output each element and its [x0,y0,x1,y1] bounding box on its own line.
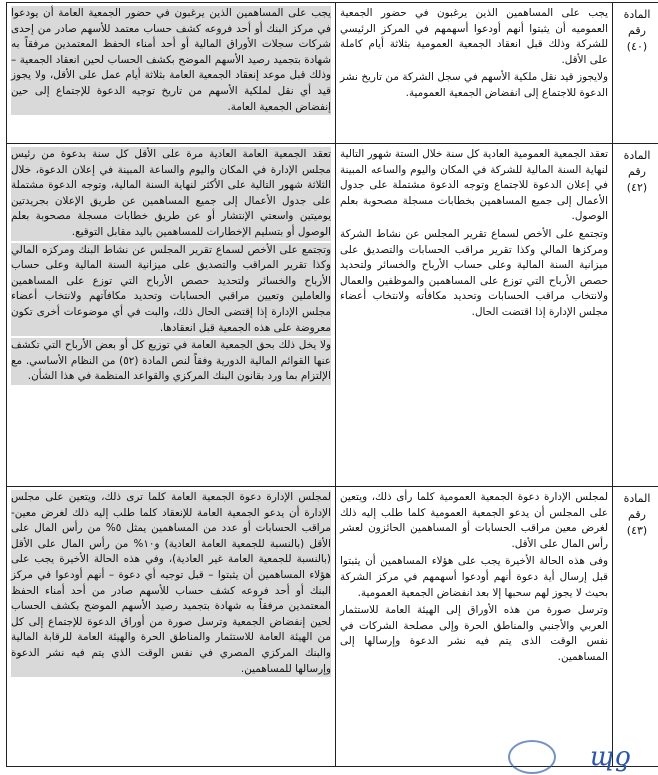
original-paragraph: يجب على المساهمين الذين يرغبون في حضور الجمعية العموميه أن يثبتوا أنهم أودعوا أسهمهم في المركز الرئيسي للشركة وذلك قبل انعقاد الجمعية العمومية بثلاثة أيام كاملة على الأقل. [340,7,608,66]
original-paragraph: ولايجوز قيد نقل ملكية الأسهم في سجل الشركة من تاريخ نشر الدعوة للاجتماع إلى انفضاض الجمعية العمومية. [340,71,608,99]
original-paragraph: وتجتمع على الأخص لسماع تقرير المجلس عن نشاط الشركة ومركزها المالي وكذا تقرير مراقب الحسابات والتصديق على ميزانية السنة المالية وعلى حساب الأرباح والخسائر ولتحديد حصص الأرباح التي توزع على المساهمين والموظفين والعمال ولانتخاب مراقب الحسابات وتحديد مكافأته ولانتخاب أعضاء مجلس الإدارة إذا اقتضت الحال. [340,227,608,318]
original-paragraph: وفى هذه الحالة الأخيرة يجب على هؤلاء المساهمين أن يثبتوا قبل إرسال أية دعوة أنهم أودعوا أسهمهم في مركز الشركة بحيث لا يجوز لهم سحبها إلا بعد انفضاض الجمعية العمومية. [340,555,608,599]
original-paragraph: تعقد الجمعية العمومية العادية كل سنة خلال الستة شهور التالية لنهاية السنة المالية للشركة في المكان واليوم والساعه المبينة في إعلان الدعوة للاجتماع وتوجه الدعوة مشتملة على جدول الأعمال إلى جميع المساهمين بخطابات مسجلة مصحوبة بعلم الوصول. [340,148,608,223]
amended-text-cell [7,487,336,767]
article-row-42 [7,144,658,487]
handwritten-signature: ɰƍ [590,742,631,772]
amended-paragraph: يجب على المساهمين الذين يرغبون في حضور الجمعية العامة أن يودعوا في مركز البنك أو أحد فروعه كشف حساب معتمد للأسهم صادر من إحدى شركات سجلات الأوراق المالية أو أحد أمناء الحفظ المعتمدين مرفقاً به شهادة بتجميد رصيد الأسهم الموضح بكشف الحساب لحين انعقاد الجمعية – وذلك قبل موعد إنعقاد الجمعية العامة بثلاثة أيام عمل على الأقل، ولا يجوز قيد أي نقل لملكية الأسهم من تاريخ توجيه الدعوة للإجتماع إلى حين إنفضاض الجمعية العامة. [11,6,331,115]
article-row-40 [7,3,658,144]
amended-paragraph: ولا يخل ذلك بحق الجمعية العامة في توزيع كل أو بعض الأرباح التي تكشف عنها القوائم المالية الدورية وفقاً لنص المادة (٥٢) من النظام الأساسي. مع الإلتزام بما ورد بقانون البنك المركزي والقواعد المنظمة في هذا الشأن. [11,338,331,385]
original-paragraph: لمجلس الإدارة دعوة الجمعية العمومية كلما رأى ذلك، ويتعين على المجلس أن يدعو الجمعية العمومية كلما طلب إليه ذلك لغرض معين مراقب الحسابات أو المساهمين الحائزون لعشر رأس المال على الأقل. [340,491,608,550]
original-text-cell [336,3,613,144]
article-number-cell [613,3,658,144]
original-text-cell [336,487,613,767]
bank-stamp-mark [508,740,556,774]
original-paragraph: وترسل صورة من هذه الأوراق إلى الهيئة العامة للاستثمار العربي والأجنبي والمناطق الحرة وإلى مصلحة الشركات في نفس الوقت الذى يتم فيه نشر الدعوة وإرسالها إلى المساهمين. [340,604,608,663]
article-number-cell [613,144,658,487]
article-row-43 [7,487,658,767]
article-number-cell [613,487,658,767]
article-number: المادة رقم (٤٣) [623,492,651,537]
amended-text-cell [7,3,336,144]
article-number: المادة رقم (٤٢) [623,149,651,194]
article-number: المادة رقم (٤٠) [623,8,651,53]
amended-paragraph: وتجتمع على الأخص لسماع تقرير المجلس عن نشاط البنك ومركزه المالي وكذا تقرير المراقب والتصديق على ميزانية السنة المالية وعلى حساب الأرباح والخسائر ولتحديد حصص الأرباح التي توزع على المساهمين والعاملين وتعيين مراقبي الحسابات وتحديد مكافآتهم ولانتخاب أعضاء مجلس الإدارة إذا إقتضى الحال ذلك، والبت في أي موضوعات أخرى تكون معروضة على هذه الجمعية قبل انعقادها. [11,243,331,337]
amended-paragraph: لمجلس الإدارة دعوة الجمعية العامة كلما ترى ذلك، ويتعين على مجلس الإدارة أن يدعو الجمعية العامة للإنعقاد كلما طلب إليه ذلك لغرض معين- مراقب الحسابات أو عدد من المساهمين يمثل ٥% من رأس المال على الأقل (بالنسبة للجمعية العامة العادية) و١٠% من رأس المال على الأقل (بالنسبة للجمعية العامة غير العادية)، وفي هذه الحالة الأخيرة يجب على هؤلاء المساهمين أن يثبتوا – قبل توجيه أي دعوة – أنهم أودعوا في مركز البنك أو أحد فروعه كشف حساب للأسهم صادر من أحد أمناء الحفظ المعتمدين مرفقاً به شهادة بتجميد رصيد الأسهم الموضح بكشف الحساب لحين إنفضاض الجمعية وترسل صورة من أوراق الدعوة للإجتماع إلى كل من الهيئة العامة للاستثمار والمناطق الحرة والهيئة العامة للرقابة المالية والبنك المركزي المصري في نفس الوقت الذي يتم فيه نشر الدعوة وإرسالها للمساهمين. [11,490,331,677]
amended-paragraph: تعقد الجمعية العامة العادية مرة على الأقل كل سنة بدعوة من رئيس مجلس الإدارة في المكان واليوم والساعة المبينة في إعلان الدعوة، خلال الثلاثة شهور التالية على الأكثر لنهاية السنة المالية، وتوجه الدعوة مشتملة على جدول الأعمال إلى جميع المساهمين عن طريق الإعلان بجريدتين يوميتين واسعتي الإنتشار أو عن طريق خطابات مسجلة مصحوبة بعلم الوصول أو بتسليم الإخطارات للمساهمين باليد مقابل التوقيع. [11,147,331,241]
articles-comparison-table [6,2,658,767]
original-text-cell [336,144,613,487]
amended-text-cell [7,144,336,487]
